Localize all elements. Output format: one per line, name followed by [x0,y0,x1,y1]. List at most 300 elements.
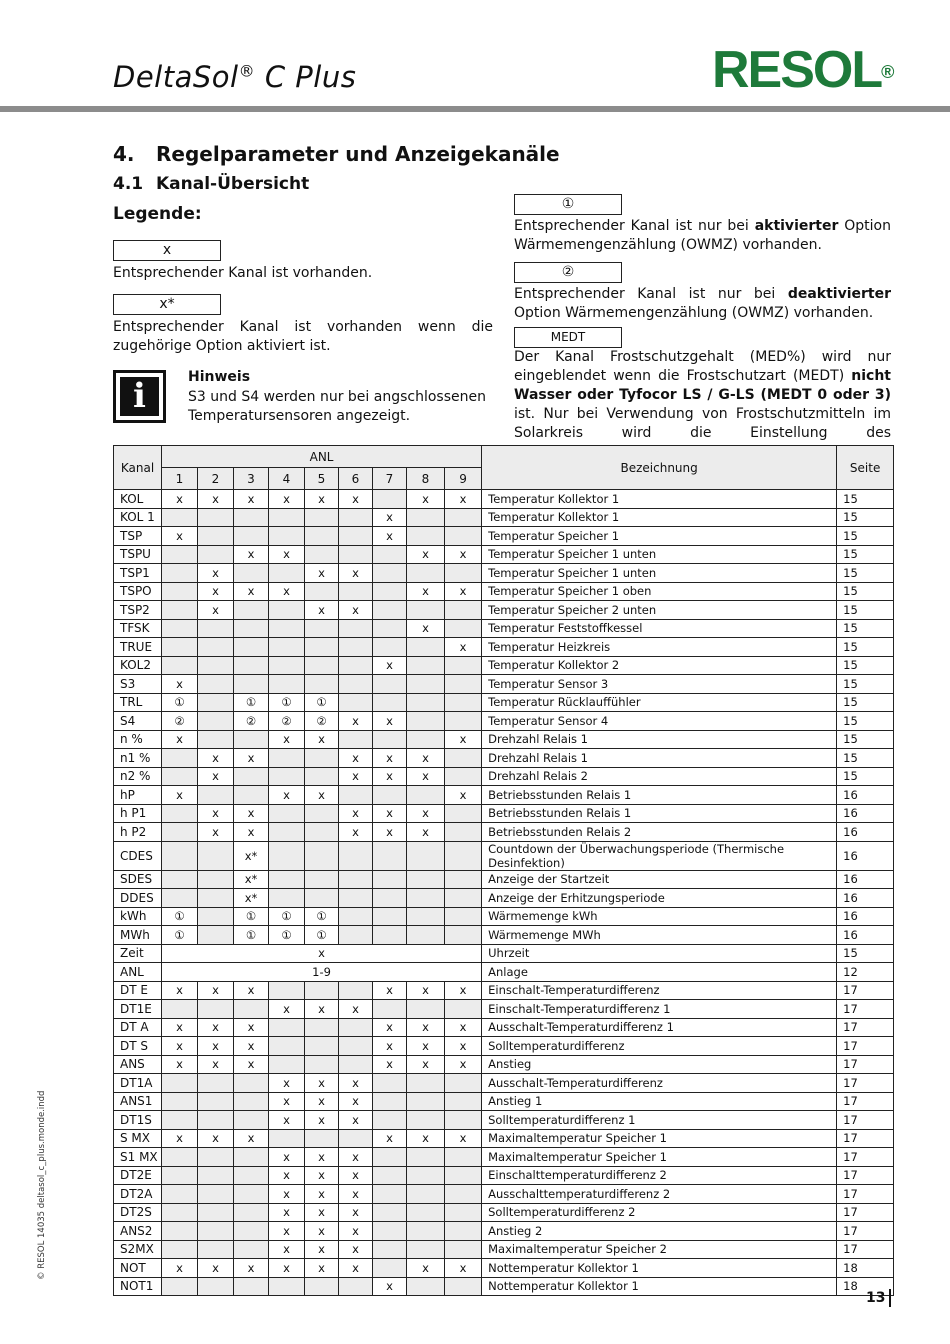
table-row [114,1277,894,1296]
table-row [114,981,894,1000]
anl-cell [445,1092,482,1111]
anl-cell [269,749,305,768]
anl-cell: x [269,1000,305,1019]
anl-cell: x [407,1018,445,1037]
anl-cell: x [407,1259,445,1278]
anl-cell [198,638,234,657]
anl-cell [407,1000,445,1019]
anl-cell [373,693,407,712]
anl-cell: x [269,786,305,805]
anl-cell [305,804,339,823]
channel-page: 16 [837,786,894,805]
anl-cell [198,1000,234,1019]
anl-cell [198,786,234,805]
anl-cell [407,508,445,527]
anl-cell [269,870,305,889]
legend-xstar-text: Entsprechender Kanal ist vorhanden wenn die zugehörige Option aktiviert ist. [113,319,493,354]
channel-name: TRL [114,693,162,712]
anl-cell: x [373,1037,407,1056]
anl-cell [305,619,339,638]
anl-cell [305,545,339,564]
channel-name: DT1E [114,1000,162,1019]
anl-cell: x* [234,889,269,908]
anl-cell [269,767,305,786]
anl-cell [339,656,373,675]
anl-cell [339,889,373,908]
channel-name: n % [114,730,162,749]
channel-page: 17 [837,1092,894,1111]
anl-cell [407,841,445,870]
anl-span-cell: x [162,944,482,963]
anl-cell: x [407,749,445,768]
anl-cell: x [445,490,482,509]
anl-cell [339,582,373,601]
header-anl-col: 6 [339,468,373,490]
anl-cell [373,1222,407,1241]
anl-cell: x [234,582,269,601]
anl-cell: x [339,804,373,823]
anl-cell [305,1018,339,1037]
anl-cell: x [445,545,482,564]
channel-description: Anstieg 1 [482,1092,837,1111]
header-anl-col: 1 [162,468,198,490]
anl-cell: x [234,749,269,768]
anl-cell: x [269,1166,305,1185]
anl-cell [269,1055,305,1074]
channel-description: Betriebsstunden Relais 1 [482,786,837,805]
channel-description: Maximaltemperatur Speicher 2 [482,1240,837,1259]
anl-cell [269,1018,305,1037]
channel-name: n2 % [114,767,162,786]
anl-cell: x [162,1129,198,1148]
anl-cell: x [162,1018,198,1037]
anl-cell [373,889,407,908]
anl-cell [162,656,198,675]
channel-name: TSP1 [114,564,162,583]
anl-cell: x [407,981,445,1000]
anl-cell [162,582,198,601]
channel-description: Temperatur Rücklauffühler [482,693,837,712]
anl-cell [234,675,269,694]
anl-cell: x [162,490,198,509]
anl-cell [373,1185,407,1204]
anl-cell: ① [305,926,339,945]
anl-cell: x [339,823,373,842]
anl-cell [162,1148,198,1167]
channel-description: Temperatur Speicher 1 unten [482,545,837,564]
anl-cell: x [162,1055,198,1074]
anl-cell [407,1111,445,1130]
header-anl: ANL [162,446,482,468]
anl-cell [373,1240,407,1259]
anl-cell [445,749,482,768]
anl-cell: x [373,767,407,786]
channel-page: 15 [837,582,894,601]
legend-c1-text: Entsprechender Kanal ist nur bei aktivierter Option Wärmemengenzählung (OWMZ) vorhanden. [514,218,891,253]
anl-cell [162,1277,198,1296]
table-row [114,1185,894,1204]
anl-cell: x [445,1129,482,1148]
channel-description: Anstieg 2 [482,1222,837,1241]
anl-cell [269,841,305,870]
anl-cell: x [445,1259,482,1278]
channel-name: TRUE [114,638,162,657]
anl-cell: ① [269,907,305,926]
header-anl-col: 5 [305,468,339,490]
anl-cell [198,1277,234,1296]
table-row [114,1018,894,1037]
anl-cell [305,1277,339,1296]
anl-cell [373,638,407,657]
channel-name: DT A [114,1018,162,1037]
anl-cell [373,1203,407,1222]
channel-name: TSP [114,527,162,546]
anl-cell [305,870,339,889]
anl-cell [305,675,339,694]
anl-cell [234,1240,269,1259]
anl-cell [445,1074,482,1093]
anl-cell [445,823,482,842]
anl-cell [269,804,305,823]
anl-cell [198,1074,234,1093]
channel-description: Temperatur Kollektor 2 [482,656,837,675]
anl-cell [198,1222,234,1241]
channel-name: KOL 1 [114,508,162,527]
anl-cell [198,730,234,749]
anl-cell [407,907,445,926]
anl-cell: ① [234,693,269,712]
anl-cell: x [198,490,234,509]
anl-cell [198,712,234,731]
anl-cell [445,527,482,546]
channel-description: Maximaltemperatur Speicher 1 [482,1148,837,1167]
table-row [114,1166,894,1185]
legend-c2-text: Entsprechender Kanal ist nur bei deaktivierter Option Wärmemengenzählung (OWMZ) vorhanden. [514,286,891,321]
channel-description: Ausschalt-Temperaturdifferenz 1 [482,1018,837,1037]
channel-description: Anstieg [482,1055,837,1074]
anl-cell: ① [162,907,198,926]
anl-cell [269,619,305,638]
anl-cell [373,1148,407,1167]
channel-description: Temperatur Kollektor 1 [482,490,837,509]
anl-cell: x [162,675,198,694]
product-title: DeltaSol® C Plus [113,60,357,94]
channel-page: 17 [837,1129,894,1148]
anl-cell: x [445,1018,482,1037]
anl-cell: x [269,1240,305,1259]
anl-cell [445,870,482,889]
anl-cell: x [162,981,198,1000]
anl-cell: x [198,749,234,768]
resol-logo: RESOL® [712,41,895,99]
anl-cell: x [234,1129,269,1148]
anl-cell [162,870,198,889]
anl-cell [269,656,305,675]
anl-cell [445,693,482,712]
channel-description: Nottemperatur Kollektor 1 [482,1259,837,1278]
anl-cell: x [162,1259,198,1278]
anl-cell [339,508,373,527]
channel-name: S4 [114,712,162,731]
channel-name: DT E [114,981,162,1000]
anl-cell: x [305,564,339,583]
anl-cell: x [234,1037,269,1056]
table-row [114,1148,894,1167]
channel-page: 17 [837,1222,894,1241]
anl-cell [445,675,482,694]
anl-cell [269,1277,305,1296]
anl-cell [407,712,445,731]
anl-cell: x [198,564,234,583]
anl-cell [198,1092,234,1111]
anl-cell [234,1222,269,1241]
table-row [114,545,894,564]
anl-cell [373,1074,407,1093]
anl-cell [234,1111,269,1130]
anl-cell: ① [269,926,305,945]
anl-cell [339,1277,373,1296]
anl-cell: x [305,1203,339,1222]
anl-cell: x [339,1074,373,1093]
anl-cell [198,545,234,564]
legend-x-text: Entsprechender Kanal ist vorhanden. [113,265,373,281]
anl-cell: x [407,823,445,842]
anl-cell [445,767,482,786]
anl-cell [162,619,198,638]
table-row [114,656,894,675]
anl-cell [407,675,445,694]
channel-page: 17 [837,981,894,1000]
anl-cell [198,841,234,870]
anl-cell [373,841,407,870]
anl-cell: x [305,1000,339,1019]
anl-cell [162,1000,198,1019]
anl-cell: x [162,730,198,749]
anl-cell [445,564,482,583]
table-row [114,508,894,527]
channel-name: S3 [114,675,162,694]
anl-cell: x [269,730,305,749]
channel-name: TSP2 [114,601,162,620]
channel-page: 18 [837,1277,894,1296]
anl-cell [339,870,373,889]
channel-description: Countdown der Überwachungsperiode (Thermische Desinfektion) [482,841,837,870]
anl-cell: x [373,1129,407,1148]
anl-cell [445,1185,482,1204]
anl-cell [373,1259,407,1278]
anl-cell: ② [269,712,305,731]
table-row [114,1203,894,1222]
anl-cell [445,841,482,870]
anl-cell: x [234,490,269,509]
anl-cell [269,823,305,842]
anl-cell: x [305,1074,339,1093]
channel-page: 15 [837,601,894,620]
channel-description: Maximaltemperatur Speicher 1 [482,1129,837,1148]
anl-cell [162,601,198,620]
anl-cell: x [305,1148,339,1167]
anl-cell: x [407,1055,445,1074]
anl-cell [198,1185,234,1204]
anl-cell: x [339,1203,373,1222]
anl-cell [339,1018,373,1037]
anl-cell: x [269,545,305,564]
anl-cell: x [373,1055,407,1074]
channel-description: Temperatur Speicher 1 [482,527,837,546]
anl-cell: x [339,601,373,620]
subsection-heading: 4.1 Kanal-Übersicht [113,174,310,194]
anl-cell: x [339,1166,373,1185]
hint-text: S3 und S4 werden nur bei angschlossenen Temperatursensoren angezeigt. [188,389,486,424]
anl-cell: x [305,490,339,509]
anl-cell [269,889,305,908]
channel-name: KOL2 [114,656,162,675]
table-row [114,582,894,601]
table-row [114,907,894,926]
anl-cell [198,1148,234,1167]
legend-title: Legende: [113,204,202,224]
anl-cell [162,1240,198,1259]
anl-cell [407,638,445,657]
channel-name: S2MX [114,1240,162,1259]
anl-cell: x [234,1055,269,1074]
channel-description: Temperatur Sensor 4 [482,712,837,731]
anl-cell: x [445,1055,482,1074]
legend-c1-box: ① [514,194,622,215]
anl-cell [445,1000,482,1019]
anl-cell [339,1055,373,1074]
channel-page: 15 [837,730,894,749]
anl-cell [445,1222,482,1241]
channel-description: Solltemperaturdifferenz [482,1037,837,1056]
anl-cell [305,981,339,1000]
table-row [114,564,894,583]
table-row [114,619,894,638]
anl-cell: x [305,1185,339,1204]
table-row [114,926,894,945]
anl-cell: x [407,804,445,823]
header-anl-col: 7 [373,468,407,490]
anl-span-cell: 1-9 [162,963,482,982]
anl-cell: x [305,1111,339,1130]
anl-cell: x [162,1037,198,1056]
anl-cell: x [305,1222,339,1241]
channel-page: 17 [837,1055,894,1074]
table-row [114,675,894,694]
anl-cell: x* [234,841,269,870]
anl-cell [234,1074,269,1093]
anl-cell [445,601,482,620]
anl-cell [198,889,234,908]
channel-description: Ausschalttemperaturdifferenz 2 [482,1185,837,1204]
anl-cell [339,619,373,638]
anl-cell [305,656,339,675]
anl-cell: x [198,582,234,601]
anl-cell: x [305,1166,339,1185]
anl-cell [339,693,373,712]
table-row [114,1037,894,1056]
channel-page: 16 [837,804,894,823]
anl-cell [162,545,198,564]
channel-description: Temperatur Speicher 2 unten [482,601,837,620]
channel-page: 15 [837,638,894,657]
anl-cell [162,823,198,842]
anl-cell [162,749,198,768]
anl-cell: x [373,981,407,1000]
header-bezeichnung: Bezeichnung [482,446,837,490]
anl-cell: x [305,786,339,805]
anl-cell [305,527,339,546]
header-divider [0,106,950,112]
anl-cell [373,1166,407,1185]
anl-cell [445,1111,482,1130]
anl-cell: x [198,981,234,1000]
channel-description: Anzeige der Startzeit [482,870,837,889]
anl-cell [339,527,373,546]
anl-cell: x [269,1222,305,1241]
anl-cell [407,1240,445,1259]
table-row [114,712,894,731]
anl-cell: x [373,656,407,675]
table-row [114,1000,894,1019]
anl-cell: x [269,582,305,601]
table-row [114,1129,894,1148]
anl-cell [445,1203,482,1222]
anl-cell: x [339,1259,373,1278]
table-row [114,841,894,870]
anl-cell: x [339,1222,373,1241]
anl-cell: x [407,582,445,601]
channel-page: 15 [837,508,894,527]
anl-cell [373,870,407,889]
anl-cell [162,1185,198,1204]
channel-table [113,445,894,1296]
hint-title: Hinweis [188,369,251,385]
anl-cell: ① [234,926,269,945]
anl-cell: ① [162,693,198,712]
table-row [114,730,894,749]
anl-cell: x [373,527,407,546]
anl-cell [234,1000,269,1019]
anl-cell: x [445,638,482,657]
channel-page: 12 [837,963,894,982]
channel-description: Anlage [482,963,837,982]
anl-cell [373,564,407,583]
anl-cell [373,601,407,620]
header-anl-col: 3 [234,468,269,490]
channel-name: NOT [114,1259,162,1278]
anl-cell: x [234,804,269,823]
channel-description: Einschalttemperaturdifferenz 2 [482,1166,837,1185]
anl-cell [269,527,305,546]
anl-cell: x [407,1129,445,1148]
anl-cell [234,1166,269,1185]
anl-cell [162,1166,198,1185]
anl-cell [198,675,234,694]
anl-cell [373,926,407,945]
anl-cell [269,675,305,694]
table-row [114,693,894,712]
anl-cell [234,564,269,583]
anl-cell: x [198,804,234,823]
table-row [114,786,894,805]
anl-cell [373,582,407,601]
channel-name: ANL [114,963,162,982]
anl-cell [305,841,339,870]
anl-cell [445,1277,482,1296]
anl-cell: ① [269,693,305,712]
anl-cell [269,508,305,527]
